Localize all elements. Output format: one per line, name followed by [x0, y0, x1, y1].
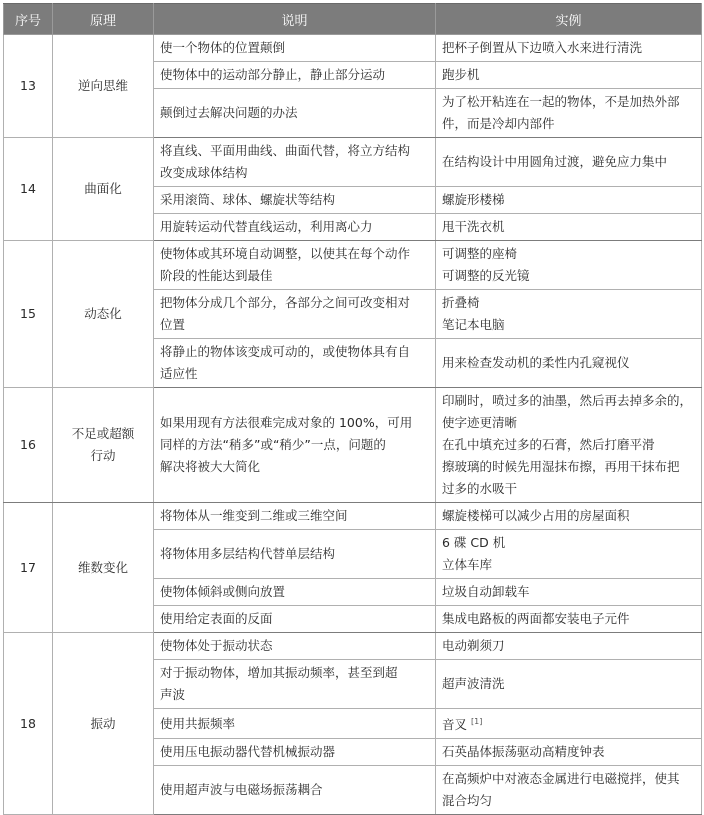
cell-line: 件，而是冷却内部件	[442, 116, 555, 131]
cell-line: 将物体用多层结构代替单层结构	[160, 546, 336, 561]
cell-line: 阶段的性能达到最佳	[160, 268, 273, 283]
cell-line: 在孔中填充过多的石膏，然后打磨平滑	[442, 437, 655, 452]
cell-line: 为了松开粘连在一起的物体，不是加热外部	[442, 94, 680, 109]
cell-line: 使字迹更清晰	[442, 415, 518, 430]
cell-line: 把物体分成几个部分，各部分之间可改变相对	[160, 295, 411, 310]
cell-description	[154, 241, 436, 290]
cell-principle: 振动	[53, 633, 154, 815]
cell-example	[436, 290, 702, 339]
header-no: 序号	[4, 4, 53, 35]
cell-line: 不足或超额	[71, 426, 135, 441]
cell-line: 用旋转运动代替直线运动，利用离心力	[160, 219, 373, 234]
cell-line: 螺旋形楼梯	[442, 192, 505, 207]
cell-example	[436, 187, 702, 214]
table-row	[4, 633, 702, 660]
cell-example	[436, 35, 702, 62]
cell-description	[154, 530, 436, 579]
cell-line: 石英晶体振荡驱动高精度钟表	[442, 744, 605, 760]
cell-line: 垃圾自动卸载车	[442, 584, 530, 599]
cell-line: 颠倒过去解决问题的办法	[160, 105, 298, 120]
cell-description	[154, 739, 436, 766]
cell-example	[436, 739, 702, 766]
cell-example	[436, 138, 702, 187]
cell-line: 使用给定表面的反面	[160, 611, 273, 626]
cell-line: 印刷时，喷过多的油墨，然后再去掉多余的，	[442, 393, 693, 408]
table-row	[4, 241, 702, 290]
cell-line: 解决将被大大简化	[160, 459, 261, 474]
cell-line: 将直线、平面用曲线、曲面代替，将立方结构	[160, 143, 411, 158]
cell-example	[436, 530, 702, 579]
cell-line: 跑步机	[442, 67, 480, 82]
cell-description	[154, 579, 436, 606]
cell-line: 电动剃须刀	[442, 638, 505, 653]
cell-line: 把杯子倒置从下边喷入水来进行清洗	[442, 40, 643, 55]
cell-line: 在高频炉中对液态金属进行电磁搅拌，使其	[442, 771, 680, 787]
cell-number: 17	[4, 503, 53, 633]
table-body	[4, 35, 702, 815]
cell-line: 使用超声波与电磁场振荡耦合	[160, 782, 323, 798]
cell-example	[436, 709, 702, 739]
cell-line: 6 碟 CD 机	[442, 535, 506, 550]
cell-line: 使物体或其环境自动调整，以使其在每个动作	[160, 246, 411, 261]
cell-description	[154, 290, 436, 339]
cell-line: 位置	[160, 317, 186, 332]
cell-number: 13	[4, 35, 53, 138]
cell-example	[436, 214, 702, 241]
cell-line: 擦玻璃的时候先用湿抹布擦，再用干抹布把	[442, 459, 680, 474]
cell-line: 同样的方法“稍多”或“稍少”一点，问题的	[160, 437, 386, 452]
cell-line: 可调整的座椅	[442, 246, 518, 261]
cell-line: 超声波清洗	[442, 676, 505, 691]
principles-table	[3, 3, 702, 815]
cell-example	[436, 660, 702, 709]
cell-example	[436, 766, 702, 815]
cell-line: 过多的水吸干	[442, 481, 518, 496]
cell-description	[154, 214, 436, 241]
cell-principle: 逆向思维	[53, 35, 154, 138]
cell-example	[436, 633, 702, 660]
cell-description	[154, 138, 436, 187]
header-row	[4, 4, 702, 35]
cell-example	[436, 241, 702, 290]
cell-line: 使用压电振动器代替机械振动器	[160, 744, 336, 760]
table-row	[4, 138, 702, 187]
cell-description	[154, 62, 436, 89]
cell-line: 如果用现有方法很难完成对象的 100%，可用	[160, 415, 413, 430]
cell-line: 混合均匀	[442, 793, 493, 809]
cell-principle: 曲面化	[53, 138, 154, 241]
cell-description	[154, 388, 436, 503]
cell-example	[436, 606, 702, 633]
cell-line: 用来检查发动机的柔性内孔窥视仪	[442, 355, 630, 370]
cell-line: 使物体处于振动状态	[160, 638, 273, 653]
cell-line: 使物体中的运动部分静止，静止部分运动	[160, 67, 386, 82]
cell-description	[154, 503, 436, 530]
header-description: 说明	[154, 4, 436, 35]
cell-line: 在结构设计中用圆角过渡，避免应力集中	[442, 154, 668, 169]
header-example: 实例	[436, 4, 702, 35]
cell-example	[436, 339, 702, 388]
cell-principle: 动态化	[53, 241, 154, 388]
cell-example	[436, 89, 702, 138]
cell-line: 对于振动物体，增加其振动频率，甚至到超	[160, 665, 398, 680]
cell-line: 笔记本电脑	[442, 317, 505, 332]
cell-line: 集成电路板的两面都安装电子元件	[442, 611, 630, 626]
cell-line: 音叉	[442, 717, 468, 733]
cell-example	[436, 503, 702, 530]
table-row	[4, 35, 702, 62]
cell-line: 使用共振频率	[160, 715, 236, 731]
cell-line: 甩干洗衣机	[442, 219, 505, 234]
cell-number: 16	[4, 388, 53, 503]
cell-principle: 维数变化	[53, 503, 154, 633]
cell-description	[154, 89, 436, 138]
cell-description	[154, 766, 436, 815]
cell-number: 18	[4, 633, 53, 815]
table-row	[4, 503, 702, 530]
cell-line: 使一个物体的位置颠倒	[160, 40, 286, 55]
cell-line: 立体车库	[442, 557, 493, 572]
cell-line: 使物体倾斜或侧向放置	[160, 584, 286, 599]
cell-line: 将静止的物体该变成可动的，或使物体具有自	[160, 344, 411, 359]
cell-description	[154, 35, 436, 62]
cell-line: 行动	[90, 448, 116, 463]
cell-description	[154, 187, 436, 214]
cell-principle	[53, 388, 154, 503]
cell-example	[436, 62, 702, 89]
cell-example	[436, 388, 702, 503]
cell-description	[154, 606, 436, 633]
cell-description	[154, 339, 436, 388]
cell-line: 改变成球体结构	[160, 165, 248, 180]
cell-example	[436, 579, 702, 606]
footnote-marker: [1]	[471, 717, 483, 726]
header-principle: 原理	[53, 4, 154, 35]
cell-description	[154, 633, 436, 660]
cell-number: 14	[4, 138, 53, 241]
cell-line: 可调整的反光镜	[442, 268, 530, 283]
cell-description	[154, 660, 436, 709]
cell-line: 适应性	[160, 366, 198, 381]
table-row	[4, 388, 702, 503]
cell-line: 螺旋楼梯可以减少占用的房屋面积	[442, 508, 630, 523]
cell-number: 15	[4, 241, 53, 388]
cell-line: 折叠椅	[442, 295, 480, 310]
cell-line: 采用滚筒、球体、螺旋状等结构	[160, 192, 336, 207]
cell-line: 将物体从一维变到二维或三维空间	[160, 508, 348, 523]
cell-description	[154, 709, 436, 739]
cell-line: 声波	[160, 687, 186, 702]
